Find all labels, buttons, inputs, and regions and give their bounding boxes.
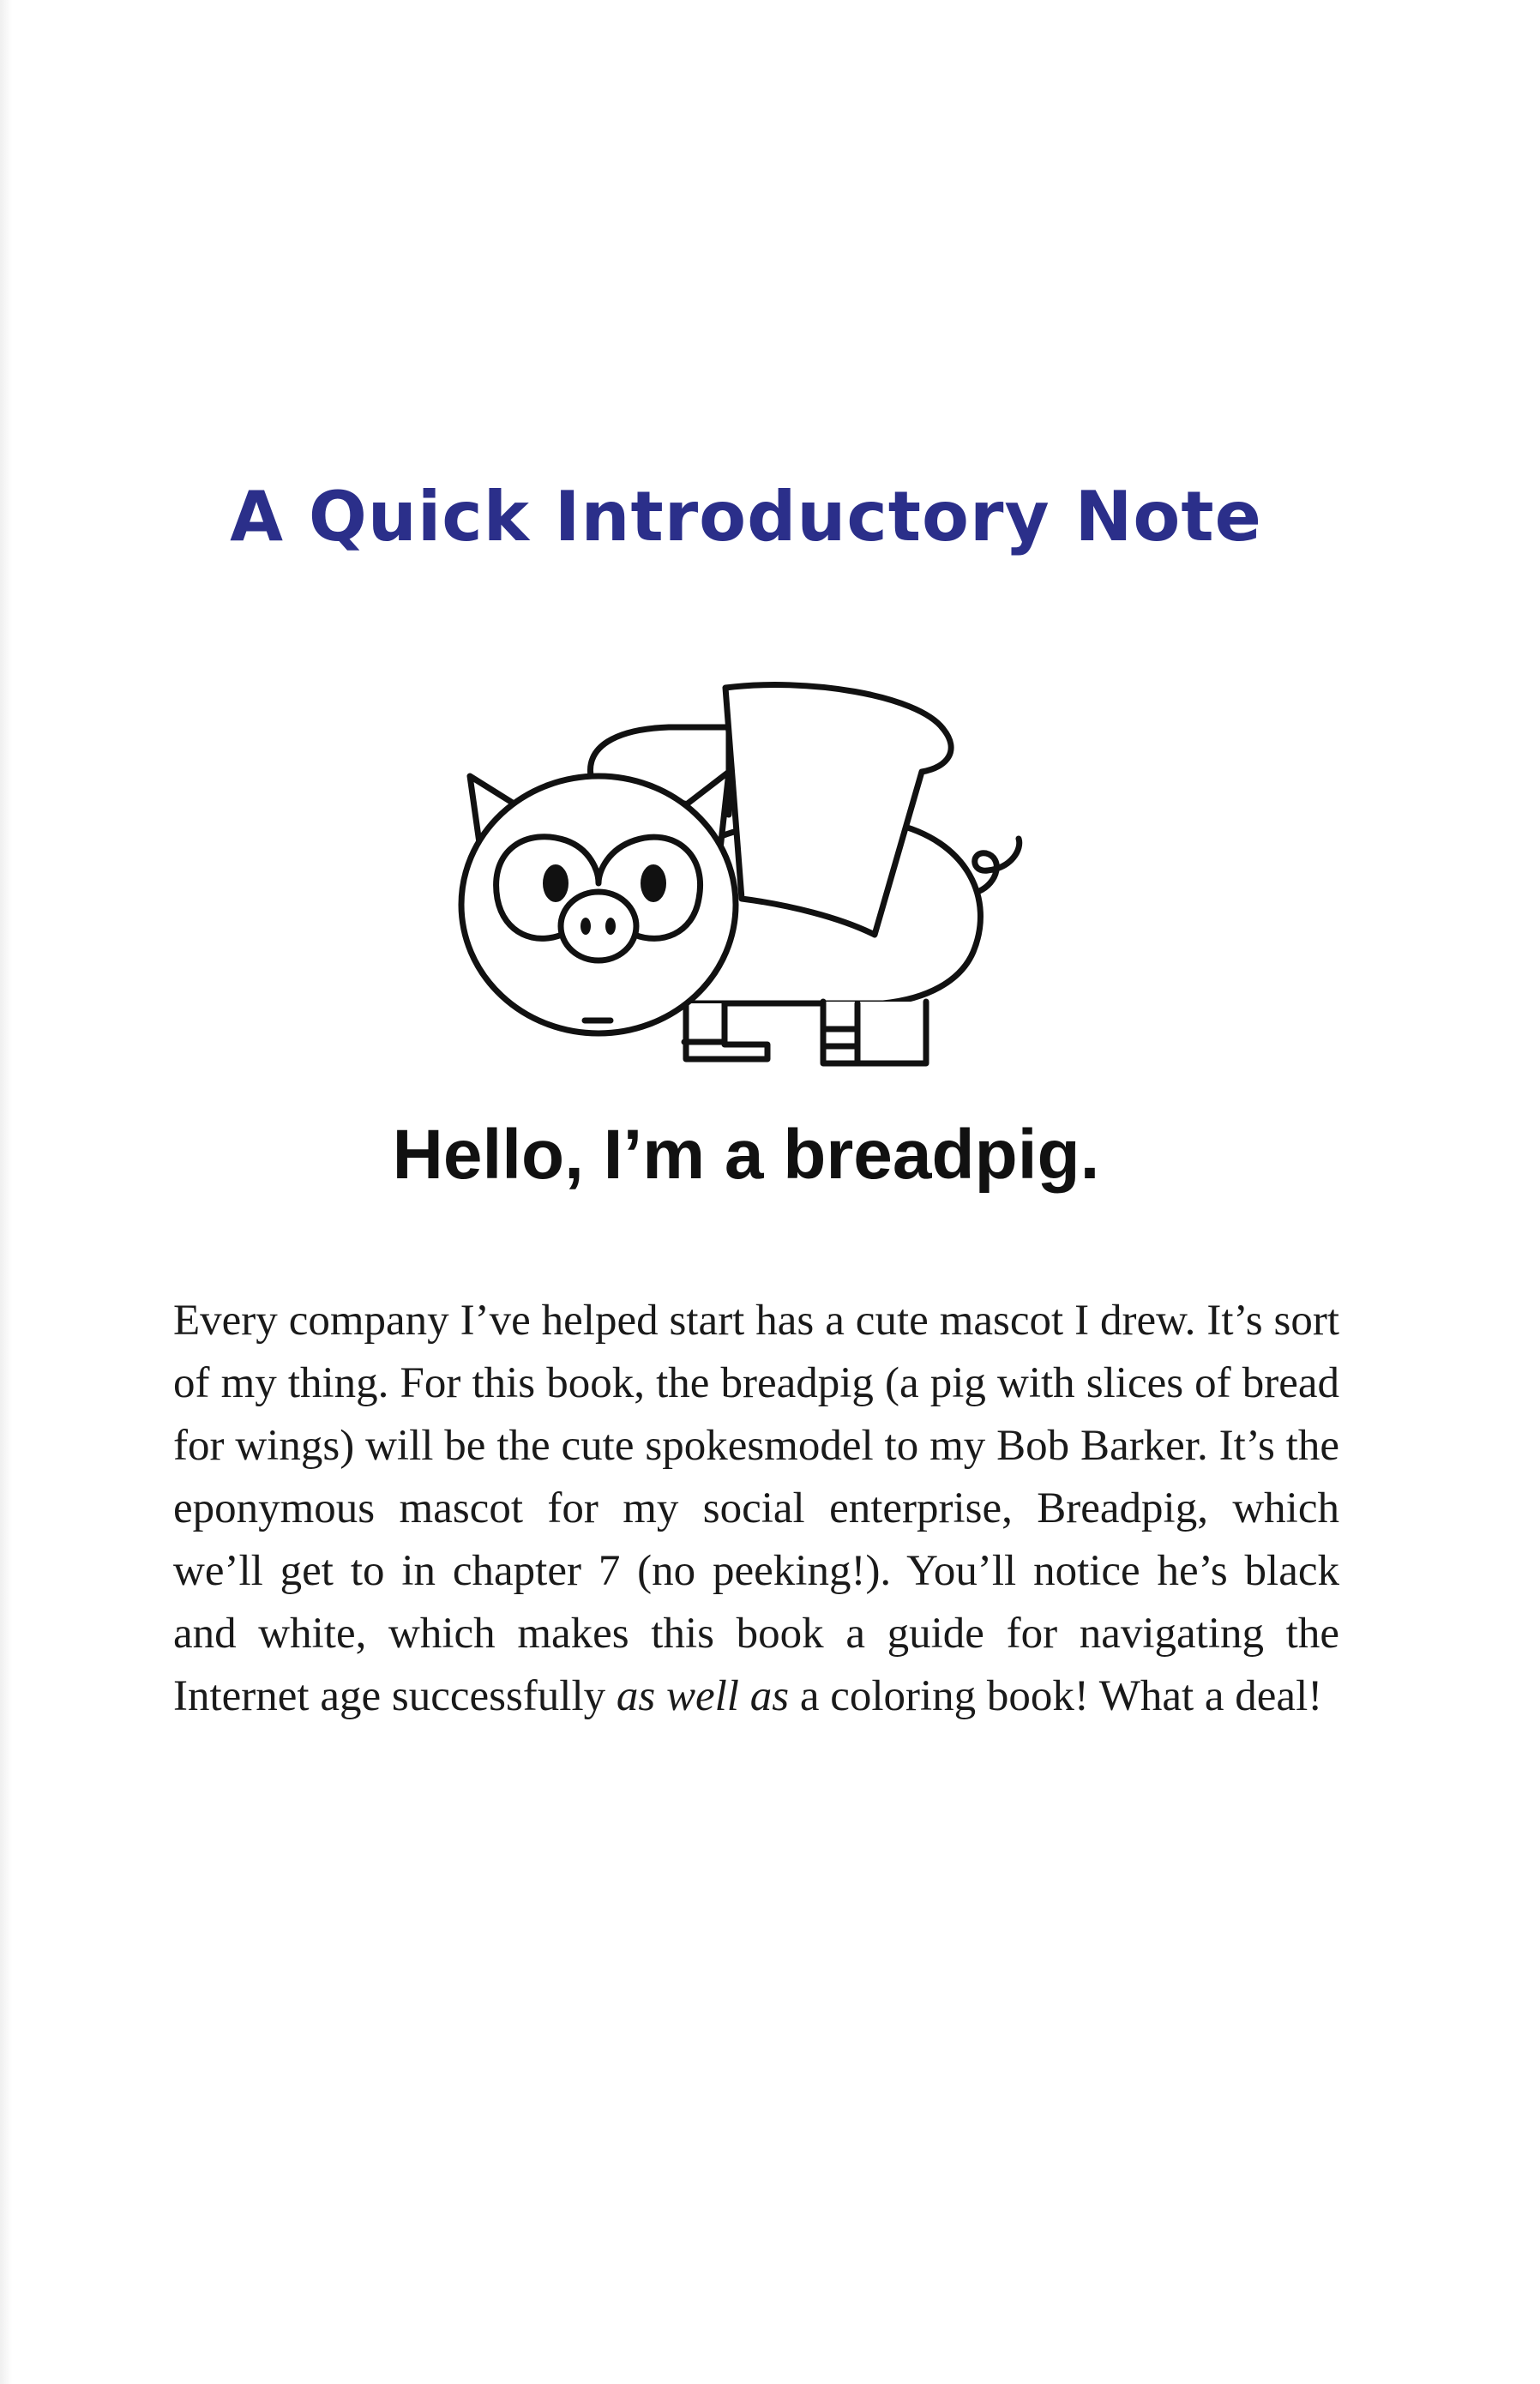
page-title: A Quick Introductory Note: [230, 477, 1262, 557]
paragraph-text-start: Every company I’ve helped start has a cute mascot I drew. It’s sort of my thing. For this book, the breadpig (a pig with slices of bread for wings) will be the cute spokesmodel to my Bob Barker. It’s the eponymous mascot for my social enterprise, Breadpig, which we’ll get to in chapter 7 (no peeking!). You’ll notice he’s black and white, which makes this book a guide for navigating the Internet age successfully: [173, 1297, 1339, 1720]
breadpig-mascot-icon: [446, 677, 1063, 1106]
paragraph-emphasis: as well as: [616, 1672, 790, 1720]
intro-paragraph: [173, 1290, 1339, 1728]
mascot-caption: Hello, I’m a breadpig.: [392, 1116, 1100, 1194]
paragraph-text-end: a coloring book! What a deal!: [789, 1672, 1323, 1720]
